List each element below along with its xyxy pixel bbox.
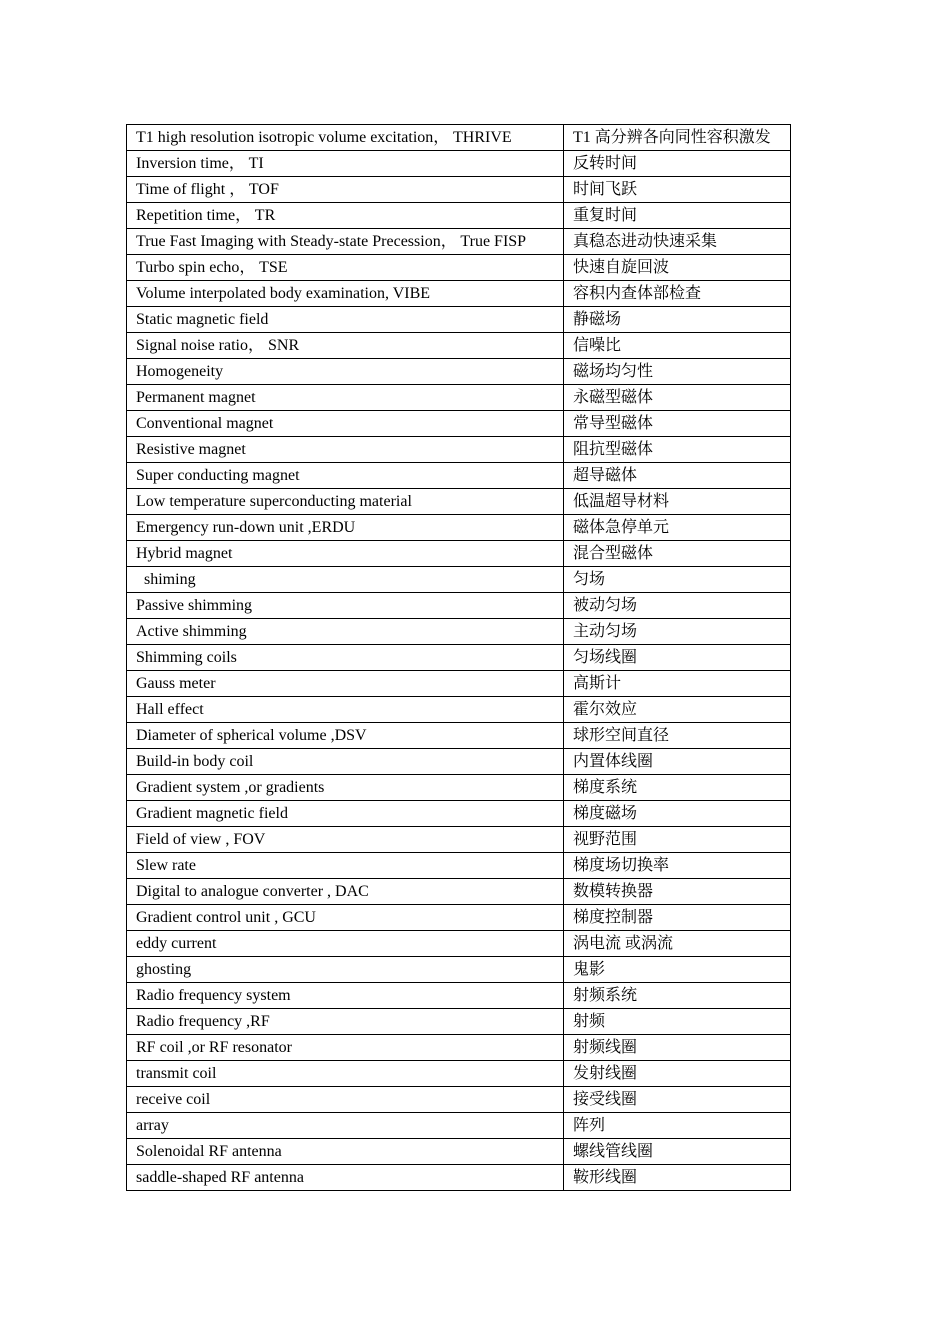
- table-row: [127, 541, 791, 567]
- table-row: [127, 1113, 791, 1139]
- english-term-cell: ghosting: [127, 957, 564, 983]
- chinese-term-cell: 磁场均匀性: [564, 359, 791, 385]
- chinese-term-cell: 磁体急停单元: [564, 515, 791, 541]
- english-term-cell: Solenoidal RF antenna: [127, 1139, 564, 1165]
- english-term-cell: Passive shimming: [127, 593, 564, 619]
- english-term-cell: Diameter of spherical volume ,DSV: [127, 723, 564, 749]
- chinese-term-cell: 信噪比: [564, 333, 791, 359]
- chinese-term-cell: 时间飞跃: [564, 177, 791, 203]
- english-term-cell: Conventional magnet: [127, 411, 564, 437]
- chinese-term-cell: 混合型磁体: [564, 541, 791, 567]
- table-row: [127, 1061, 791, 1087]
- chinese-term-cell: 主动匀场: [564, 619, 791, 645]
- table-row: [127, 723, 791, 749]
- table-row: [127, 827, 791, 853]
- table-row: [127, 151, 791, 177]
- english-term-cell: True Fast Imaging with Steady-state Precession， True FISP: [127, 229, 564, 255]
- chinese-term-cell: 梯度磁场: [564, 801, 791, 827]
- chinese-term-cell: 匀场: [564, 567, 791, 593]
- chinese-term-cell: 数模转换器: [564, 879, 791, 905]
- table-row: [127, 879, 791, 905]
- english-term-cell: Slew rate: [127, 853, 564, 879]
- table-row: [127, 1139, 791, 1165]
- chinese-term-cell: 静磁场: [564, 307, 791, 333]
- chinese-term-cell: 内置体线圈: [564, 749, 791, 775]
- chinese-term-cell: 鞍形线圈: [564, 1165, 791, 1191]
- chinese-term-cell: T1 高分辨各向同性容积激发: [564, 125, 791, 151]
- table-row: [127, 931, 791, 957]
- table-row: [127, 255, 791, 281]
- english-term-cell: Gradient system ,or gradients: [127, 775, 564, 801]
- english-term-cell: Emergency run-down unit ,ERDU: [127, 515, 564, 541]
- chinese-term-cell: 涡电流 或涡流: [564, 931, 791, 957]
- table-row: [127, 489, 791, 515]
- table-row: [127, 1087, 791, 1113]
- english-term-cell: saddle-shaped RF antenna: [127, 1165, 564, 1191]
- chinese-term-cell: 射频线圈: [564, 1035, 791, 1061]
- table-row: [127, 957, 791, 983]
- chinese-term-cell: 梯度系统: [564, 775, 791, 801]
- chinese-term-cell: 被动匀场: [564, 593, 791, 619]
- english-term-cell: Field of view , FOV: [127, 827, 564, 853]
- chinese-term-cell: 霍尔效应: [564, 697, 791, 723]
- english-term-cell: Low temperature superconducting material: [127, 489, 564, 515]
- table-row: [127, 619, 791, 645]
- table-row: [127, 1009, 791, 1035]
- english-term-cell: Repetition time， TR: [127, 203, 564, 229]
- chinese-term-cell: 梯度控制器: [564, 905, 791, 931]
- table-row: [127, 1035, 791, 1061]
- table-row: [127, 697, 791, 723]
- table-row: [127, 125, 791, 151]
- table-row: [127, 983, 791, 1009]
- table-row: [127, 567, 791, 593]
- chinese-term-cell: 常导型磁体: [564, 411, 791, 437]
- english-term-cell: Volume interpolated body examination, VIBE: [127, 281, 564, 307]
- chinese-term-cell: 容积内查体部检查: [564, 281, 791, 307]
- table-row: [127, 177, 791, 203]
- english-term-cell: Hall effect: [127, 697, 564, 723]
- table-row: [127, 1165, 791, 1191]
- chinese-term-cell: 重复时间: [564, 203, 791, 229]
- table-row: [127, 853, 791, 879]
- table-row: [127, 307, 791, 333]
- english-term-cell: Radio frequency ,RF: [127, 1009, 564, 1035]
- table-row: [127, 333, 791, 359]
- chinese-term-cell: 梯度场切换率: [564, 853, 791, 879]
- english-term-cell: RF coil ,or RF resonator: [127, 1035, 564, 1061]
- chinese-term-cell: 真稳态进动快速采集: [564, 229, 791, 255]
- table-row: [127, 359, 791, 385]
- chinese-term-cell: 射频: [564, 1009, 791, 1035]
- chinese-term-cell: 球形空间直径: [564, 723, 791, 749]
- english-term-cell: Time of flight ， TOF: [127, 177, 564, 203]
- english-term-cell: Signal noise ratio， SNR: [127, 333, 564, 359]
- chinese-term-cell: 阵列: [564, 1113, 791, 1139]
- english-term-cell: receive coil: [127, 1087, 564, 1113]
- chinese-term-cell: 射频系统: [564, 983, 791, 1009]
- english-term-cell: shiming: [127, 567, 564, 593]
- chinese-term-cell: 低温超导材料: [564, 489, 791, 515]
- english-term-cell: Digital to analogue converter , DAC: [127, 879, 564, 905]
- chinese-term-cell: 鬼影: [564, 957, 791, 983]
- table-row: [127, 593, 791, 619]
- chinese-term-cell: 反转时间: [564, 151, 791, 177]
- table-row: [127, 905, 791, 931]
- english-term-cell: Shimming coils: [127, 645, 564, 671]
- english-term-cell: Turbo spin echo， TSE: [127, 255, 564, 281]
- chinese-term-cell: 螺线管线圈: [564, 1139, 791, 1165]
- chinese-term-cell: 超导磁体: [564, 463, 791, 489]
- english-term-cell: array: [127, 1113, 564, 1139]
- english-term-cell: T1 high resolution isotropic volume excitation， THRIVE: [127, 125, 564, 151]
- english-term-cell: Hybrid magnet: [127, 541, 564, 567]
- table-row: [127, 801, 791, 827]
- table-row: [127, 515, 791, 541]
- table-row: [127, 411, 791, 437]
- chinese-term-cell: 接受线圈: [564, 1087, 791, 1113]
- english-term-cell: Radio frequency system: [127, 983, 564, 1009]
- english-term-cell: eddy current: [127, 931, 564, 957]
- table-row: [127, 645, 791, 671]
- english-term-cell: Permanent magnet: [127, 385, 564, 411]
- chinese-term-cell: 永磁型磁体: [564, 385, 791, 411]
- chinese-term-cell: 高斯计: [564, 671, 791, 697]
- english-term-cell: Super conducting magnet: [127, 463, 564, 489]
- table-row: [127, 229, 791, 255]
- table-row: [127, 671, 791, 697]
- english-term-cell: Gradient magnetic field: [127, 801, 564, 827]
- table-row: [127, 385, 791, 411]
- chinese-term-cell: 匀场线圈: [564, 645, 791, 671]
- english-term-cell: transmit coil: [127, 1061, 564, 1087]
- table-row: [127, 749, 791, 775]
- english-term-cell: Static magnetic field: [127, 307, 564, 333]
- chinese-term-cell: 阻抗型磁体: [564, 437, 791, 463]
- english-term-cell: Homogeneity: [127, 359, 564, 385]
- chinese-term-cell: 视野范围: [564, 827, 791, 853]
- table-row: [127, 281, 791, 307]
- glossary-table: [126, 124, 791, 1191]
- english-term-cell: Gradient control unit , GCU: [127, 905, 564, 931]
- english-term-cell: Build-in body coil: [127, 749, 564, 775]
- english-term-cell: Active shimming: [127, 619, 564, 645]
- glossary-body: [127, 125, 791, 1191]
- table-row: [127, 775, 791, 801]
- english-term-cell: Gauss meter: [127, 671, 564, 697]
- english-term-cell: Resistive magnet: [127, 437, 564, 463]
- table-row: [127, 203, 791, 229]
- chinese-term-cell: 发射线圈: [564, 1061, 791, 1087]
- chinese-term-cell: 快速自旋回波: [564, 255, 791, 281]
- english-term-cell: Inversion time， TI: [127, 151, 564, 177]
- table-row: [127, 437, 791, 463]
- table-row: [127, 463, 791, 489]
